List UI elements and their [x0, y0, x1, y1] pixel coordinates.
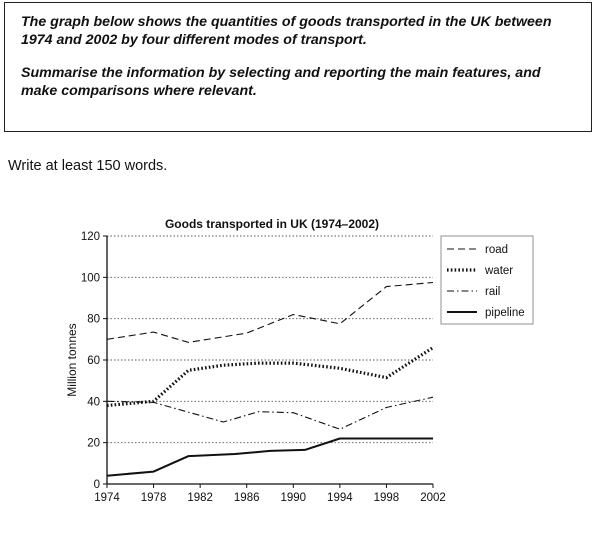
x-tick-label-1974: 1974	[94, 492, 120, 504]
y-tick-label-20: 20	[87, 437, 100, 450]
series-line-water	[107, 348, 433, 406]
x-tick-label-1986: 1986	[233, 492, 260, 504]
y-axis-label: Million tonnes	[65, 323, 79, 397]
task-description: The graph below shows the quantities of goods transported in the UK between 1974 and 2002 by four different modes of transport.	[21, 14, 552, 48]
series-line-road	[107, 283, 433, 343]
x-tick-label-2002: 2002	[420, 492, 446, 504]
y-tick-label-120: 120	[80, 231, 100, 243]
task-instruction: Summarise the information by selecting and reporting the main features, and make comparisons where relevant.	[21, 65, 541, 99]
legend-label-rail: rail	[485, 286, 501, 298]
series-line-pipeline	[107, 439, 433, 476]
legend-label-water: water	[485, 265, 514, 277]
chart-title: Goods transported in UK (1974–2002)	[164, 217, 380, 231]
y-tick-label-100: 100	[80, 272, 100, 285]
series-line-rail	[107, 397, 433, 429]
y-tick-label-80: 80	[87, 313, 100, 326]
y-tick-label-40: 40	[87, 396, 100, 409]
y-tick-label-0: 0	[93, 479, 100, 491]
word-count-instruction: Write at least 150 words.	[8, 158, 168, 174]
x-tick-label-1990: 1990	[280, 492, 307, 504]
legend-label-pipeline: pipeline	[485, 307, 525, 319]
y-tick-label-60: 60	[87, 355, 100, 367]
x-tick-label-1998: 1998	[373, 492, 400, 504]
x-tick-label-1978: 1978	[140, 492, 167, 504]
legend-label-road: road	[485, 244, 509, 256]
x-tick-label-1994: 1994	[327, 492, 353, 504]
x-tick-label-1982: 1982	[187, 492, 213, 504]
